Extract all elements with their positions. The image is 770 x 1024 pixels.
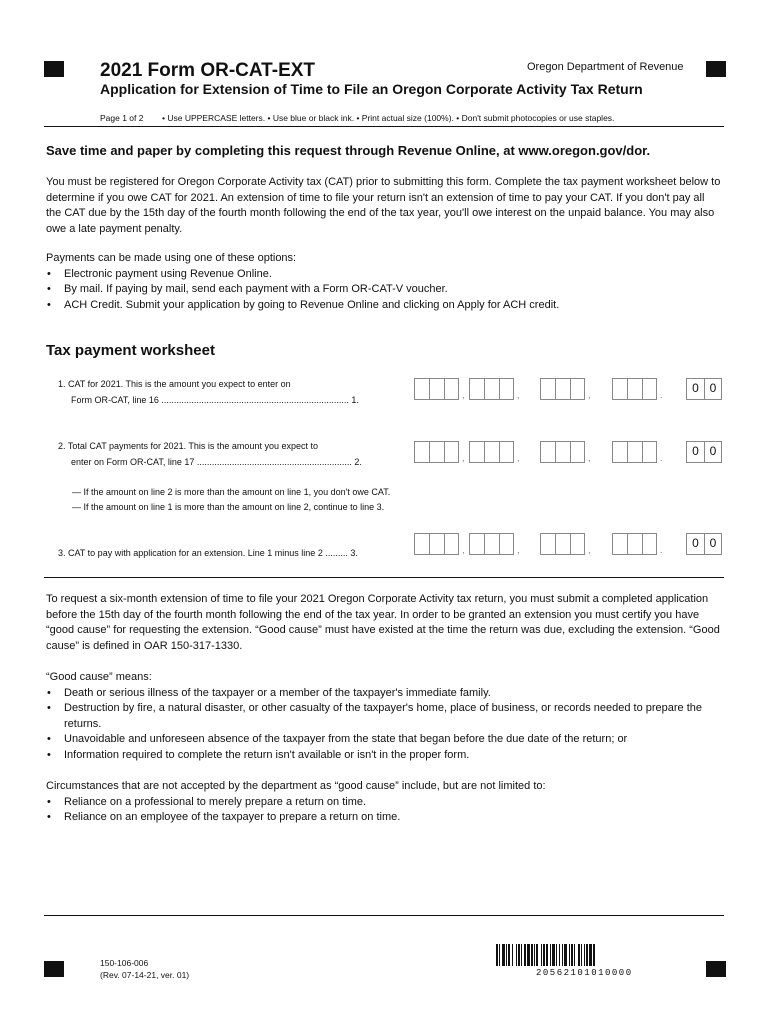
line1-label: 1. CAT for 2021. This is the amount you expect to enter on Form OR-CAT, line 16 ........................................................................... 1. [58,379,359,405]
line3-cents [686,533,722,555]
line1-digit-box[interactable] [555,378,570,400]
line2-digit-box[interactable] [612,441,627,463]
line1-amount-group [469,378,514,400]
form-revision [100,957,189,981]
cents-digit: 0 [704,441,722,463]
cents-digit: 0 [686,441,704,463]
registration-mark-bottom-right [706,961,726,977]
line1-digit-box[interactable] [444,378,459,400]
print-instructions: • Use UPPERCASE letters. • Use blue or black ink. • Print actual size (100%). • Don't submit photocopies or use staples. [162,113,615,123]
registration-mark-top-right [706,61,726,77]
separator-mark: , [588,390,591,400]
line3-digit-box[interactable] [540,533,555,555]
not-accepted-item: • Reliance on an employee of the taxpayer to prepare a return on time. [46,810,722,826]
separator-mark: , [588,545,591,555]
separator-mark: . [660,390,663,400]
line2-digit-box[interactable] [499,441,514,463]
line2-cents [686,441,722,463]
separator-mark: , [462,390,465,400]
intro-paragraph: You must be registered for Oregon Corporate Activity tax (CAT) prior to submitting this form. Complete the tax payment worksheet below to determine if you owe CAT for 2021. An extension of time to file your return isn't an extension of time to pay your CAT. If you don't pay all the CAT due by the 15th day of the fourth month following the end of the tax year, you'll owe interest on the unpaid balance. You may also owe a late payment penalty. [46,176,721,235]
line2-amount-group [540,441,585,463]
line2-digit-box[interactable] [414,441,429,463]
line3-digit-box[interactable] [555,533,570,555]
line2-digit-box[interactable] [627,441,642,463]
line2-label: 2. Total CAT payments for 2021. This is the amount you expect to enter on Form OR-CAT, line 17 .............................................................. 2. [58,441,362,467]
form-subtitle: Application for Extension of Time to File an Oregon Corporate Activity Tax Return [100,81,643,97]
payment-options [46,251,722,313]
line3-amount-group [414,533,459,555]
line2-digit-box[interactable] [469,441,484,463]
cents-digit: 0 [704,378,722,400]
extension-paragraph: To request a six-month extension of time to file your 2021 Oregon Corporate Activity tax return, you must submit a completed application before the 15th day of the fourth month following the end of the tax year. In order to be granted an extension you must certify you have “good cause” for requesting the extension. “Good cause” must have existed at the time the return was due, excluding the extension. “Good cause” is defined in OAR 150-317-1330. [46,593,720,652]
registration-mark-top-left [44,61,64,77]
line3-digit-box[interactable] [499,533,514,555]
line1-amount-group [612,378,657,400]
cents-digit: 0 [704,533,722,555]
form-title: 2021 Form OR-CAT-EXT [100,60,316,81]
footer-divider [44,915,724,916]
line2-digit-box[interactable] [444,441,459,463]
separator-mark: , [588,453,591,463]
barcode-number: 20562101010000 [536,968,633,978]
line3-label: 3. CAT to pay with application for an extension. Line 1 minus line 2 ......... 3. [58,548,358,558]
form-number: 150-106-006 [100,958,149,968]
line2-digit-box[interactable] [570,441,585,463]
good-cause-item: • Death or serious illness of the taxpayer or a member of the taxpayer's immediate family. [46,686,722,702]
payment-option: • Electronic payment using Revenue Online. [46,267,722,283]
good-cause-heading: “Good cause” means: [46,671,152,683]
revision-date: (Rev. 07-14-21, ver. 01) [100,970,190,980]
separator-mark: , [517,545,520,555]
line1-cents [686,378,722,400]
separator-mark: , [517,453,520,463]
line1-digit-box[interactable] [627,378,642,400]
good-cause-section [46,670,722,764]
separator-mark: , [517,390,520,400]
line3-digit-box[interactable] [570,533,585,555]
line2-amount-group [469,441,514,463]
not-accepted-item: • Reliance on a professional to merely prepare a return on time. [46,795,722,811]
separator-mark: . [660,453,663,463]
not-accepted-heading: Circumstances that are not accepted by the department as “good cause” include, but are not limited to: [46,780,546,792]
line1-amount-group [414,378,459,400]
good-cause-item: • Information required to complete the return isn't available or isn't in the proper form. [46,748,722,764]
worksheet-note-2: — If the amount on line 1 is more than the amount on line 2, continue to line 3. [72,502,385,512]
payment-option: • By mail. If paying by mail, send each payment with a Form OR-CAT-V voucher. [46,282,722,298]
line3-amount-group [469,533,514,555]
line1-digit-box[interactable] [570,378,585,400]
line1-digit-box[interactable] [429,378,444,400]
line1-amount-group [540,378,585,400]
line2-digit-box[interactable] [540,441,555,463]
line3-digit-box[interactable] [642,533,657,555]
payment-options-heading: Payments can be made using one of these options: [46,252,297,264]
line2-amount-group [414,441,459,463]
separator-mark: , [462,453,465,463]
line1-digit-box[interactable] [612,378,627,400]
registration-mark-bottom-left [44,961,64,977]
department-name: Oregon Department of Revenue [527,61,684,73]
worksheet-note-1: — If the amount on line 2 is more than the amount on line 1, you don't owe CAT. [72,487,391,497]
line1-digit-box[interactable] [499,378,514,400]
good-cause-item: • Destruction by fire, a natural disaster, or other casualty of the taxpayer's home, place of business, or records needed to prepare the returns. [46,701,722,732]
barcode [496,944,670,966]
revenue-online-note: Save time and paper by completing this request through Revenue Online, at www.oregon.gov/dor. [46,143,651,158]
line2-digit-box[interactable] [555,441,570,463]
worksheet-divider [44,577,724,578]
line2-amount-group [612,441,657,463]
worksheet-title: Tax payment worksheet [46,342,215,359]
line1-digit-box[interactable] [540,378,555,400]
line1-digit-box[interactable] [469,378,484,400]
line3-digit-box[interactable] [429,533,444,555]
separator-mark: . [660,545,663,555]
line2-digit-box[interactable] [484,441,499,463]
line3-amount-group [612,533,657,555]
cents-digit: 0 [686,533,704,555]
line1-digit-box[interactable] [484,378,499,400]
cents-digit: 0 [686,378,704,400]
line3-digit-box[interactable] [444,533,459,555]
good-cause-item: • Unavoidable and unforeseen absence of the taxpayer from the state that began before the due date of the return; or [46,732,722,748]
line2-digit-box[interactable] [642,441,657,463]
page-number: Page 1 of 2 [100,113,144,123]
separator-mark: , [462,545,465,555]
line3-digit-box[interactable] [484,533,499,555]
line2-digit-box[interactable] [429,441,444,463]
line3-digit-box[interactable] [627,533,642,555]
not-accepted-section [46,779,722,826]
line1-digit-box[interactable] [414,378,429,400]
line1-digit-box[interactable] [642,378,657,400]
line3-amount-group [540,533,585,555]
line3-digit-box[interactable] [612,533,627,555]
line3-digit-box[interactable] [414,533,429,555]
line3-digit-box[interactable] [469,533,484,555]
payment-option: • ACH Credit. Submit your application by going to Revenue Online and clicking on Apply for ACH credit. [46,298,722,314]
header-divider [44,126,724,127]
